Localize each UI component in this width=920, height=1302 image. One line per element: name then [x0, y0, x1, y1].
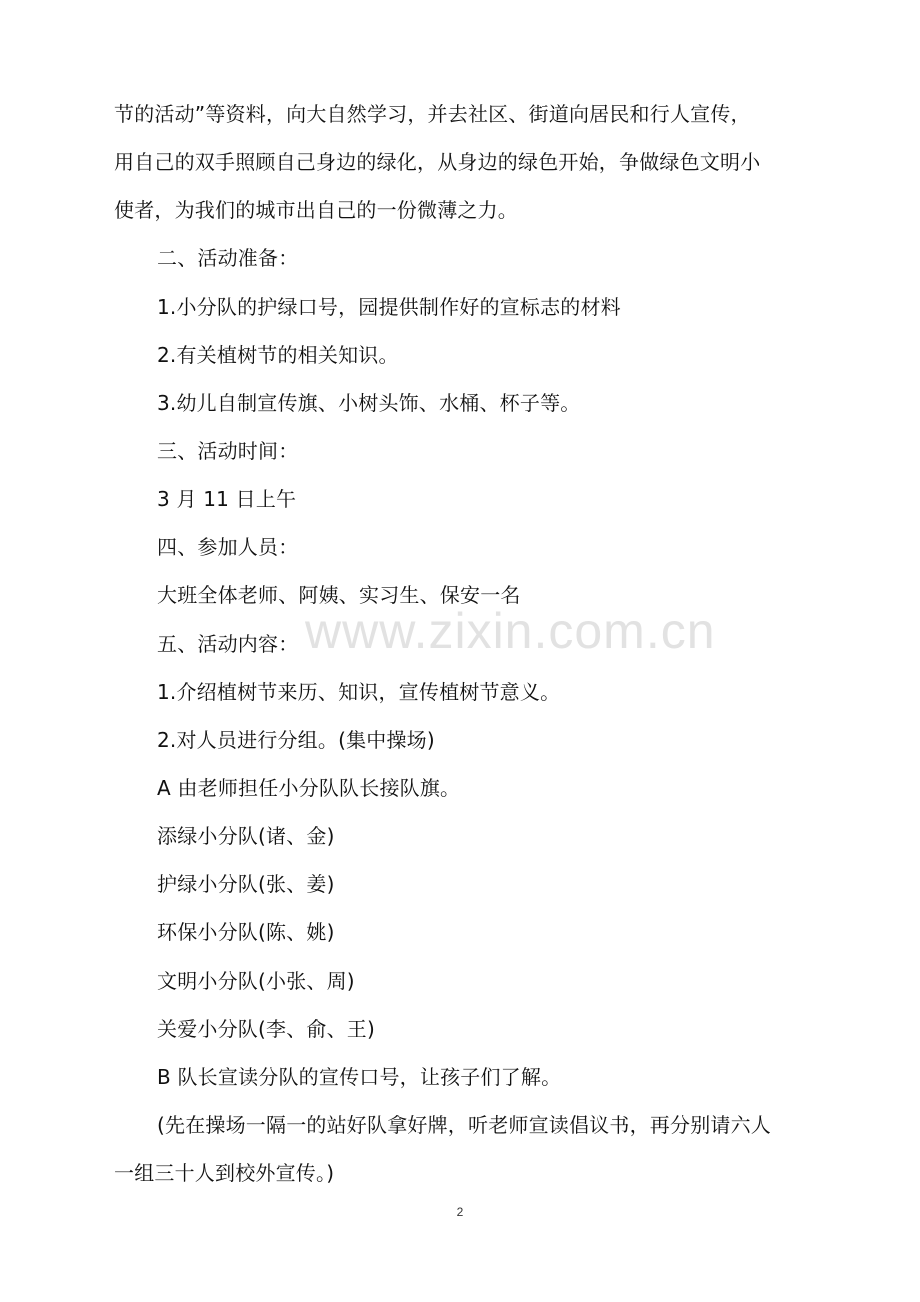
paragraph-line: 使者，为我们的城市出自己的一份微薄之力。: [114, 198, 518, 222]
section-heading: 三、活动时间：: [157, 439, 299, 463]
paragraph-line: 用自己的双手照顾自己身边的绿化，从身边的绿色开始，争做绿色文明小: [114, 150, 761, 174]
section-heading: 二、活动准备：: [157, 246, 299, 270]
team-item: 环保小分队(陈、姚): [157, 920, 335, 944]
list-item: 3.幼儿自制宣传旗、小树头饰、水桶、杯子等。: [157, 391, 581, 415]
watermark: www.zixin.com.cn: [305, 603, 716, 659]
page-number: 2: [456, 1205, 464, 1219]
list-item: A 由老师担任小分队队长接队旗。: [157, 776, 461, 800]
list-item: 1.介绍植树节来历、知识，宣传植树节意义。: [157, 680, 561, 704]
team-item: 关爱小分队(李、俞、王): [157, 1017, 376, 1041]
paragraph-line: (先在操场一隔一的站好队拿好牌，听老师宣读倡议书，再分别请六人: [157, 1113, 772, 1137]
list-item: 2.对人员进行分组。(集中操场): [157, 728, 435, 752]
section-heading: 五、活动内容：: [157, 632, 299, 656]
team-item: 添绿小分队(诸、金): [157, 824, 335, 848]
list-item: B 队长宣读分队的宣传口号，让孩子们了解。: [157, 1065, 562, 1089]
team-item: 护绿小分队(张、姜): [157, 872, 335, 896]
paragraph-line: 节的活动”等资料，向大自然学习，并去社区、街道向居民和行人宣传，: [114, 102, 751, 126]
team-item: 文明小分队(小张、周): [157, 969, 355, 993]
list-item: 1.小分队的护绿口号，园提供制作好的宣标志的材料: [157, 295, 621, 319]
section-heading: 四、参加人员：: [157, 535, 299, 559]
list-item: 2.有关植树节的相关知识。: [157, 343, 399, 367]
paragraph-line: 大班全体老师、阿姨、实习生、保安一名: [157, 583, 521, 607]
paragraph-line: 3 月 11 日上午: [157, 487, 297, 511]
paragraph-line: 一组三十人到校外宣传。): [114, 1161, 335, 1185]
